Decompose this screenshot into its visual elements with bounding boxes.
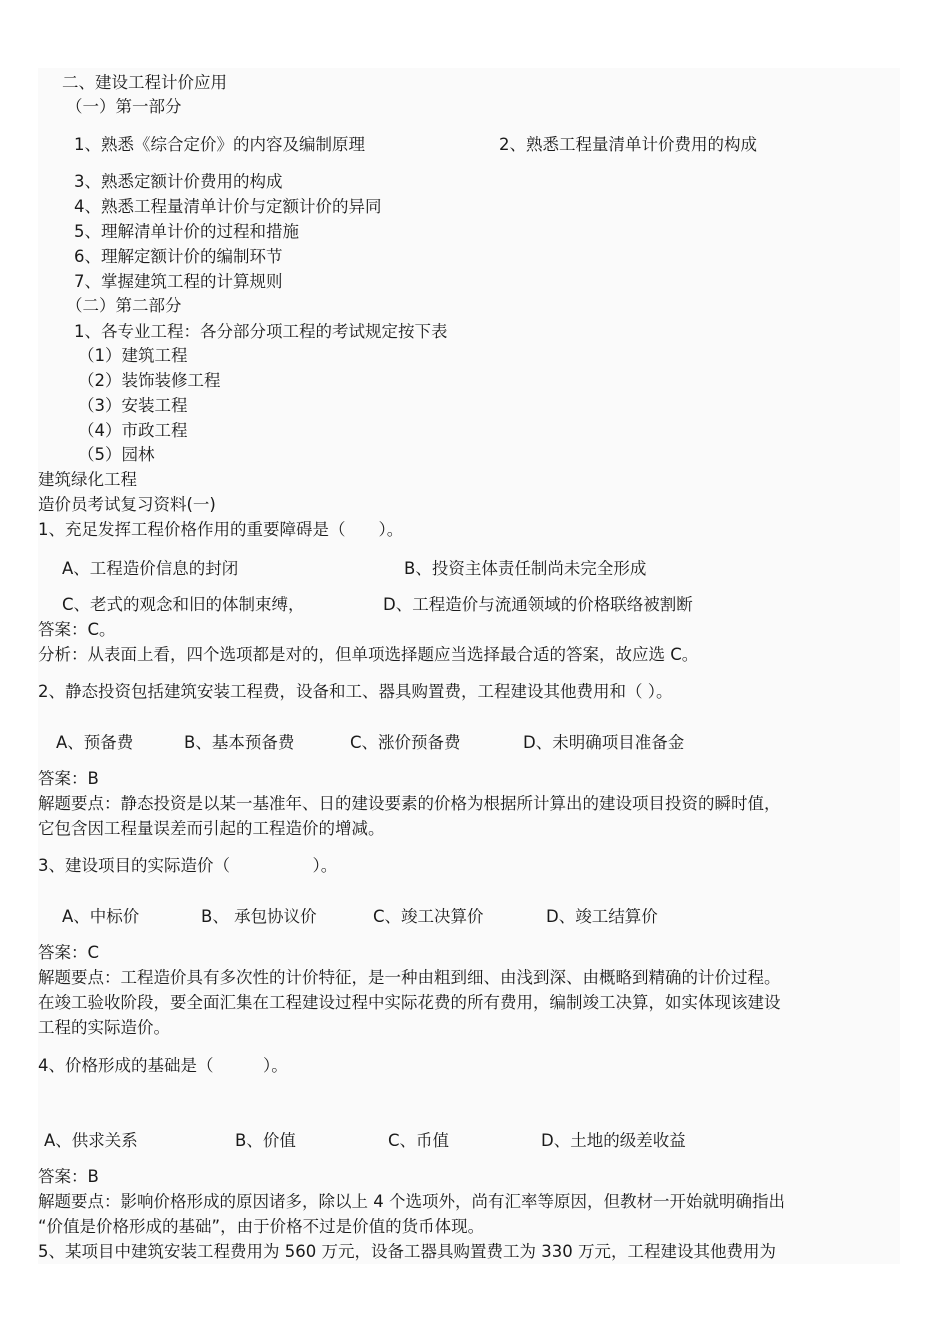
q3-option-b: B、 承包协议价 [201, 907, 317, 926]
q2-option-b: B、基本预备费 [184, 733, 295, 752]
q4-note-2: “价值是价格形成的基础”，由于价格不过是价值的货币体现。 [38, 1217, 485, 1236]
q2-note-2: 它包含因工程量误差而引起的工程造价的增减。 [38, 819, 385, 838]
q5-stem: 5、某项目中建筑安装工程费用为 560 万元，设备工器具购置费工为 330 万元，工程建设其他费用为 [38, 1242, 776, 1261]
q3-answer: 答案：C [38, 943, 100, 962]
q4-note-1: 解题要点：影响价格形成的原因诸多，除以上 4 个选项外，尚有汇率等原因，但教材一开始就明确指出 [38, 1192, 785, 1211]
part2-title: （二）第二部分 [66, 296, 182, 315]
q4-option-b: B、价值 [235, 1131, 296, 1150]
part2-sub-1: （1）建筑工程 [78, 346, 188, 365]
q2-option-c: C、涨价预备费 [350, 733, 461, 752]
q3-option-a: A、中标价 [62, 907, 140, 926]
q3-option-d: D、竣工结算价 [546, 907, 658, 926]
q1-option-b: B、投资主体责任制尚未完全形成 [404, 559, 647, 578]
q2-stem: 2、静态投资包括建筑安装工程费，设备和工、器具购置费，工程建设其他费用和（ ）。 [38, 682, 673, 701]
part2-sub-2: （2）装饰装修工程 [78, 371, 221, 390]
q3-note-2: 在竣工验收阶段，要全面汇集在工程建设过程中实际花费的所有费用，编制竣工决算，如实体现该建设 [38, 993, 781, 1012]
q1-option-d: D、工程造价与流通领域的价格联络被割断 [383, 595, 693, 614]
q1-stem: 1、充足发挥工程价格作用的重要障碍是（ ）。 [38, 520, 404, 539]
part2-intro: 1、各专业工程：各分部分项工程的考试规定按下表 [74, 322, 448, 341]
part1-item-3: 3、熟悉定额计价费用的构成 [74, 172, 283, 191]
q1-option-a: A、工程造价信息的封闭 [62, 559, 239, 578]
part1-item-5: 5、理解清单计价的过程和措施 [74, 222, 299, 241]
part2-sub-5: （5）园林 [78, 445, 155, 464]
q3-note-3: 工程的实际造价。 [38, 1018, 170, 1037]
part1-item-1: 1、熟悉《综合定价》的内容及编制原理 [74, 135, 365, 154]
q2-option-d: D、未明确项目准备金 [523, 733, 685, 752]
q1-analysis: 分析：从表面上看，四个选项都是对的，但单项选择题应当选择最合适的答案，故应选 C。 [38, 645, 699, 664]
review-title: 造价员考试复习资料(一) [38, 495, 216, 514]
q1-option-c: C、老式的观念和旧的体制束缚， [62, 595, 305, 614]
q2-note-1: 解题要点：静态投资是以某一基准年、日的建设要素的价格为根据所计算出的建设项目投资的瞬时值， [38, 794, 781, 813]
part1-item-6: 6、理解定额计价的编制环节 [74, 247, 283, 266]
part1-item-2: 2、熟悉工程量清单计价费用的构成 [499, 135, 757, 154]
q2-answer: 答案：B [38, 769, 99, 788]
q4-option-c: C、币值 [388, 1131, 450, 1150]
q4-option-a: A、供求关系 [44, 1131, 138, 1150]
q2-option-a: A、预备费 [56, 733, 134, 752]
part1-item-7: 7、掌握建筑工程的计算规则 [74, 272, 283, 291]
part1-title: （一）第一部分 [66, 97, 182, 116]
part2-tail: 建筑绿化工程 [38, 470, 137, 489]
q3-option-c: C、竣工决算价 [373, 907, 484, 926]
part1-item-4: 4、熟悉工程量清单计价与定额计价的异同 [74, 197, 382, 216]
q4-stem: 4、价格形成的基础是（ ）。 [38, 1056, 288, 1075]
q4-answer: 答案：B [38, 1167, 99, 1186]
part2-sub-4: （4）市政工程 [78, 421, 188, 440]
q4-option-d: D、土地的级差收益 [541, 1131, 686, 1150]
q3-stem: 3、建设项目的实际造价（ ）。 [38, 856, 338, 875]
section-heading: 二、建设工程计价应用 [62, 73, 227, 92]
q3-note-1: 解题要点：工程造价具有多次性的计价特征，是一种由粗到细、由浅到深、由概略到精确的计价过程。 [38, 968, 781, 987]
part2-sub-3: （3）安装工程 [78, 396, 188, 415]
q1-answer: 答案：C。 [38, 620, 116, 639]
